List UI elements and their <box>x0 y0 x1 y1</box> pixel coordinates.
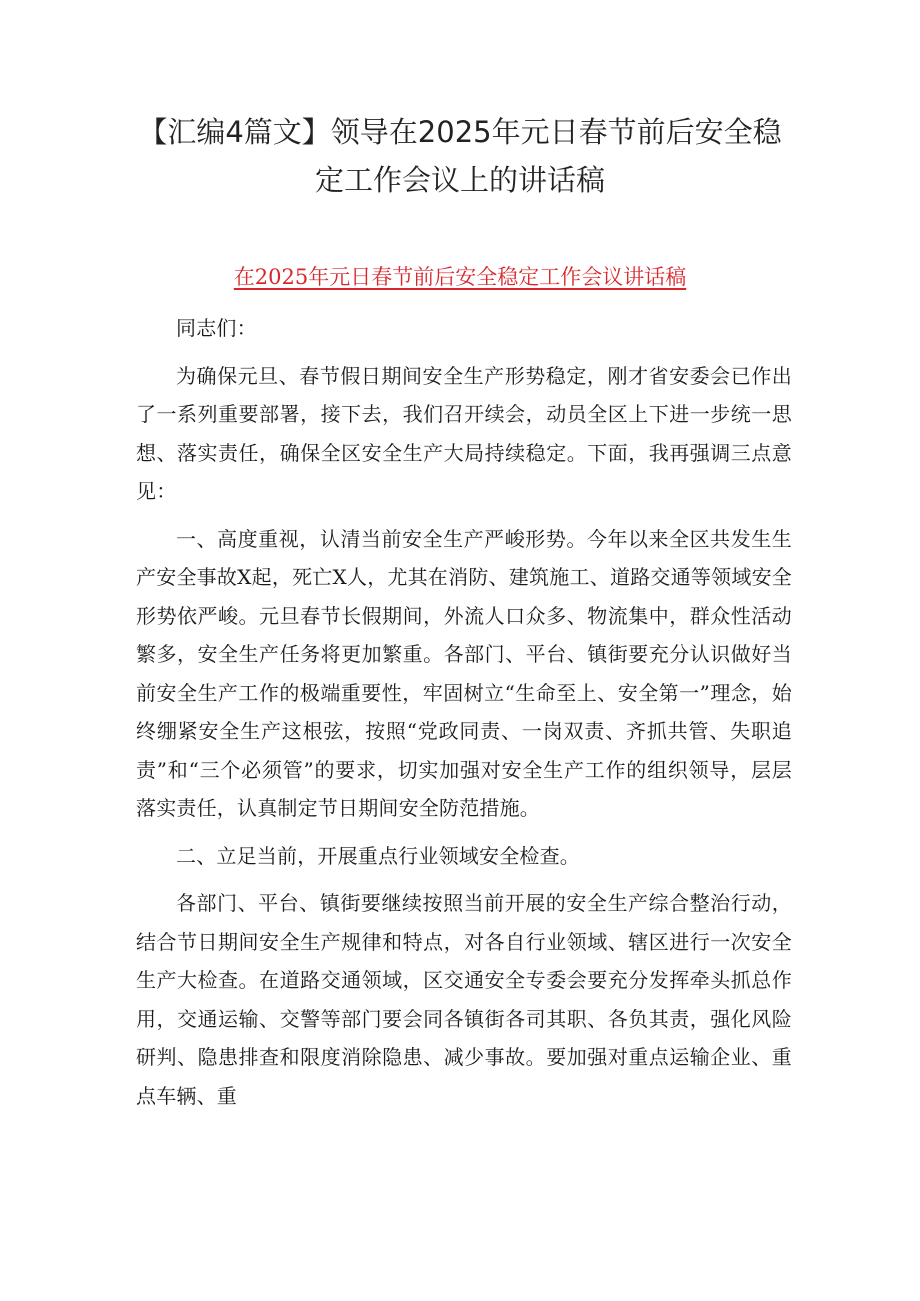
intro-paragraph: 为确保元旦、春节假日期间安全生产形势稳定，刚才省安委会已作出了一系列重要部署，接下去，我们召开续会，动员全区上下进一步统一思想、落实责任，确保全区安全生产大局持续稳定。下面，我再强调三点意见： <box>136 363 792 503</box>
point-two-paragraph: 各部门、平台、镇街要继续按照当前开展的安全生产综合整治行动，结合节日期间安全生产规律和特点，对各自行业领域、辖区进行一次安全生产大检查。在道路交通领域，区交通安全专委会要充分发挥牵头抓总作用，交通运输、交警等部门要会同各镇街各司其职、各负其责，强化风险研判、隐患排查和限度消除隐患、减少事故。要加强对重点运输企业、重点车辆、重 <box>136 891 792 1108</box>
document-title-line-2: 定工作会议上的讲话稿 <box>314 163 605 197</box>
point-two-heading: 二、立足当前，开展重点行业领域安全检查。 <box>176 843 580 868</box>
document-body <box>136 309 792 1124</box>
speech-title-link[interactable]: 在2025年元日春节前后安全稳定工作会议讲话稿 <box>233 265 687 289</box>
point-one-paragraph: 一、高度重视，认清当前安全生产严峻形势。今年以来全区共发生生产安全事故X起，死亡X人，尤其在消防、建筑施工、道路交通等领域安全形势依严峻。元旦春节长假期间，外流人口众多、物流集中，群众性活动繁多，安全生产任务将更加繁重。各部门、平台、镇街要充分认识做好当前安全生产工作的极端重要性，牢固树立“生命至上、安全第一”理念，始终绷紧安全生产这根弦，按照“党政同责、一岗双责、齐抓共管、失职追责”和“三个必须管”的要求，切实加强对安全生产工作的组织领导，层层落实责任，认真制定节日期间安全防范措施。 <box>136 526 792 820</box>
document-title <box>120 108 800 204</box>
document-title-line-1: 【汇编4篇文】领导在2025年元日春节前后安全稳 <box>138 115 782 149</box>
salutation-paragraph: 同志们： <box>176 316 257 340</box>
